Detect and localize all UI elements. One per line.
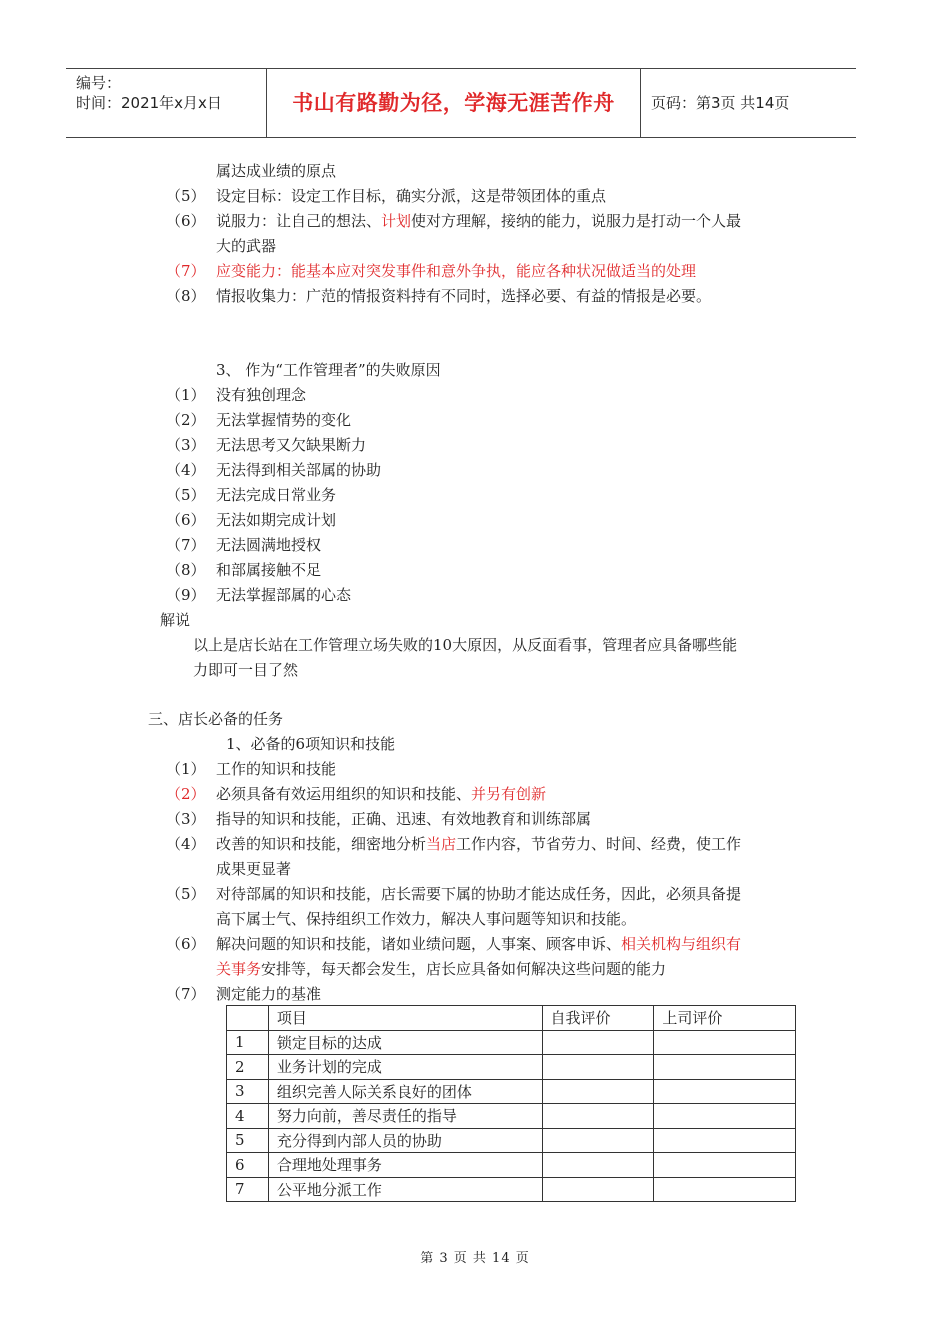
row-item: 公平地分派工作 (268, 1177, 542, 1202)
self-evaluation-cell[interactable] (542, 1104, 654, 1129)
row-number: 4 (227, 1104, 269, 1129)
list-item: 无法掌握情势的变化 (216, 411, 352, 429)
list-number: （2） (166, 785, 206, 803)
row-number: 5 (227, 1128, 269, 1153)
list-item: 和部属接触不足 (216, 561, 322, 579)
list-item: 无法圆满地授权 (216, 536, 322, 554)
list-item: 无法如期完成计划 (216, 511, 337, 529)
row-item: 努力向前，善尽责任的指导 (268, 1104, 542, 1129)
supervisor-evaluation-cell[interactable] (654, 1055, 796, 1080)
list-item: 无法完成日常业务 (216, 486, 337, 504)
list-item: 无法思考又欠缺果断力 (216, 436, 367, 454)
list-item: 说服力：让自己的想法、计划使对方理解，接纳的能力，说服力是打动一个人最 (216, 212, 742, 230)
explain-label: 解说 (160, 611, 191, 629)
list-item: 工作的知识和技能 (216, 760, 337, 778)
list-number: （1） (166, 386, 206, 404)
list-item: 应变能力：能基本应对突发事件和意外争执，能应各种状况做适当的处理 (216, 262, 697, 280)
chapter-heading: 三、店长必备的任务 (148, 710, 284, 728)
page-footer: 第 3 页 共 14 页 (420, 1251, 530, 1266)
list-item-continuation: 成果更显著 (216, 860, 292, 878)
section-heading: 3、 作为“工作管理者”的失败原因 (216, 361, 441, 379)
row-item: 充分得到内部人员的协助 (268, 1128, 542, 1153)
row-number: 7 (227, 1177, 269, 1202)
list-item: 没有独创理念 (216, 386, 307, 404)
list-item-continuation: 高下属士气、保持组织工作效力，解决人事问题等知识和技能。 (216, 910, 637, 928)
supervisor-evaluation-cell[interactable] (654, 1079, 796, 1104)
list-item: 无法得到相关部属的协助 (216, 461, 382, 479)
list-item: 必须具备有效运用组织的知识和技能、并另有创新 (216, 785, 547, 803)
table-header-cell: 项目 (268, 1006, 542, 1031)
self-evaluation-cell[interactable] (542, 1030, 654, 1055)
list-number: （5） (166, 187, 206, 205)
row-item: 合理地处理事务 (268, 1153, 542, 1178)
self-evaluation-cell[interactable] (542, 1055, 654, 1080)
page-header (66, 68, 856, 138)
explain-text: 力即可一目了然 (193, 661, 299, 679)
list-number: （9） (166, 586, 206, 604)
supervisor-evaluation-cell[interactable] (654, 1128, 796, 1153)
list-item: 指导的知识和技能，正确、迅速、有效地教育和训练部属 (216, 810, 592, 828)
number-label: 编号： (76, 74, 122, 92)
list-number: （4） (166, 835, 206, 853)
list-item-continuation: 大的武器 (216, 237, 277, 255)
list-number: （6） (166, 212, 206, 230)
list-number: （8） (166, 287, 206, 305)
list-number: （6） (166, 511, 206, 529)
list-item: 改善的知识和技能，细密地分析当店工作内容，节省劳力、时间、经费，使工作 (216, 835, 742, 853)
row-item: 业务计划的完成 (268, 1055, 542, 1080)
explain-text: 以上是店长站在工作管理立场失败的10大原因，从反面看事，管理者应具备哪些能 (193, 636, 738, 654)
table-row (227, 1177, 796, 1202)
list-number: （2） (166, 411, 206, 429)
list-number: （7） (166, 536, 206, 554)
table-row (227, 1153, 796, 1178)
supervisor-evaluation-cell[interactable] (654, 1104, 796, 1129)
table-header-cell: 自我评价 (542, 1006, 654, 1031)
table-header-cell: 上司评价 (654, 1006, 796, 1031)
list-number: （6） (166, 935, 206, 953)
table-header-cell (227, 1006, 269, 1031)
header-meta (66, 69, 267, 137)
table-header-row (227, 1006, 796, 1031)
list-number: （8） (166, 561, 206, 579)
self-evaluation-cell[interactable] (542, 1153, 654, 1178)
table-row (227, 1079, 796, 1104)
page-info: 页码：第3页 共14页 (651, 94, 790, 112)
time-label: 时间：2021年x月x日 (76, 94, 222, 112)
self-evaluation-cell[interactable] (542, 1177, 654, 1202)
list-number: （7） (166, 262, 206, 280)
row-number: 3 (227, 1079, 269, 1104)
list-number: （3） (166, 436, 206, 454)
row-number: 1 (227, 1030, 269, 1055)
table-row (227, 1055, 796, 1080)
header-motto-cell (267, 69, 641, 137)
list-item: 无法掌握部属的心态 (216, 586, 352, 604)
list-item: 解决问题的知识和技能，诸如业绩问题，人事案、顾客申诉、相关机构与组织有 (216, 935, 742, 953)
list-item: 测定能力的基准 (216, 985, 322, 1003)
self-evaluation-cell[interactable] (542, 1079, 654, 1104)
table-row (227, 1030, 796, 1055)
list-number: （4） (166, 461, 206, 479)
list-number: （5） (166, 885, 206, 903)
row-item: 组织完善人际关系良好的团体 (268, 1079, 542, 1104)
list-number: （7） (166, 985, 206, 1003)
supervisor-evaluation-cell[interactable] (654, 1153, 796, 1178)
row-item: 锁定目标的达成 (268, 1030, 542, 1055)
motto: 书山有路勤为径，学海无涯苦作舟 (292, 91, 615, 115)
continuation-text: 属达成业绩的原点 (216, 162, 337, 180)
self-evaluation-cell[interactable] (542, 1128, 654, 1153)
list-number: （3） (166, 810, 206, 828)
subsection-heading: 1、必备的6项知识和技能 (226, 735, 396, 753)
table-row (227, 1104, 796, 1129)
supervisor-evaluation-cell[interactable] (654, 1030, 796, 1055)
row-number: 6 (227, 1153, 269, 1178)
list-item: 情报收集力：广范的情报资料持有不同时，选择必要、有益的情报是必要。 (216, 287, 712, 305)
evaluation-table (226, 1005, 796, 1202)
list-number: （5） (166, 486, 206, 504)
table-row (227, 1128, 796, 1153)
list-number: （1） (166, 760, 206, 778)
row-number: 2 (227, 1055, 269, 1080)
list-item-continuation: 关事务安排等，每天都会发生，店长应具备如何解决这些问题的能力 (216, 960, 667, 978)
list-item: 对待部属的知识和技能，店长需要下属的协助才能达成任务，因此，必须具备提 (216, 885, 742, 903)
list-item: 设定目标：设定工作目标，确实分派，这是带领团体的重点 (216, 187, 607, 205)
supervisor-evaluation-cell[interactable] (654, 1177, 796, 1202)
